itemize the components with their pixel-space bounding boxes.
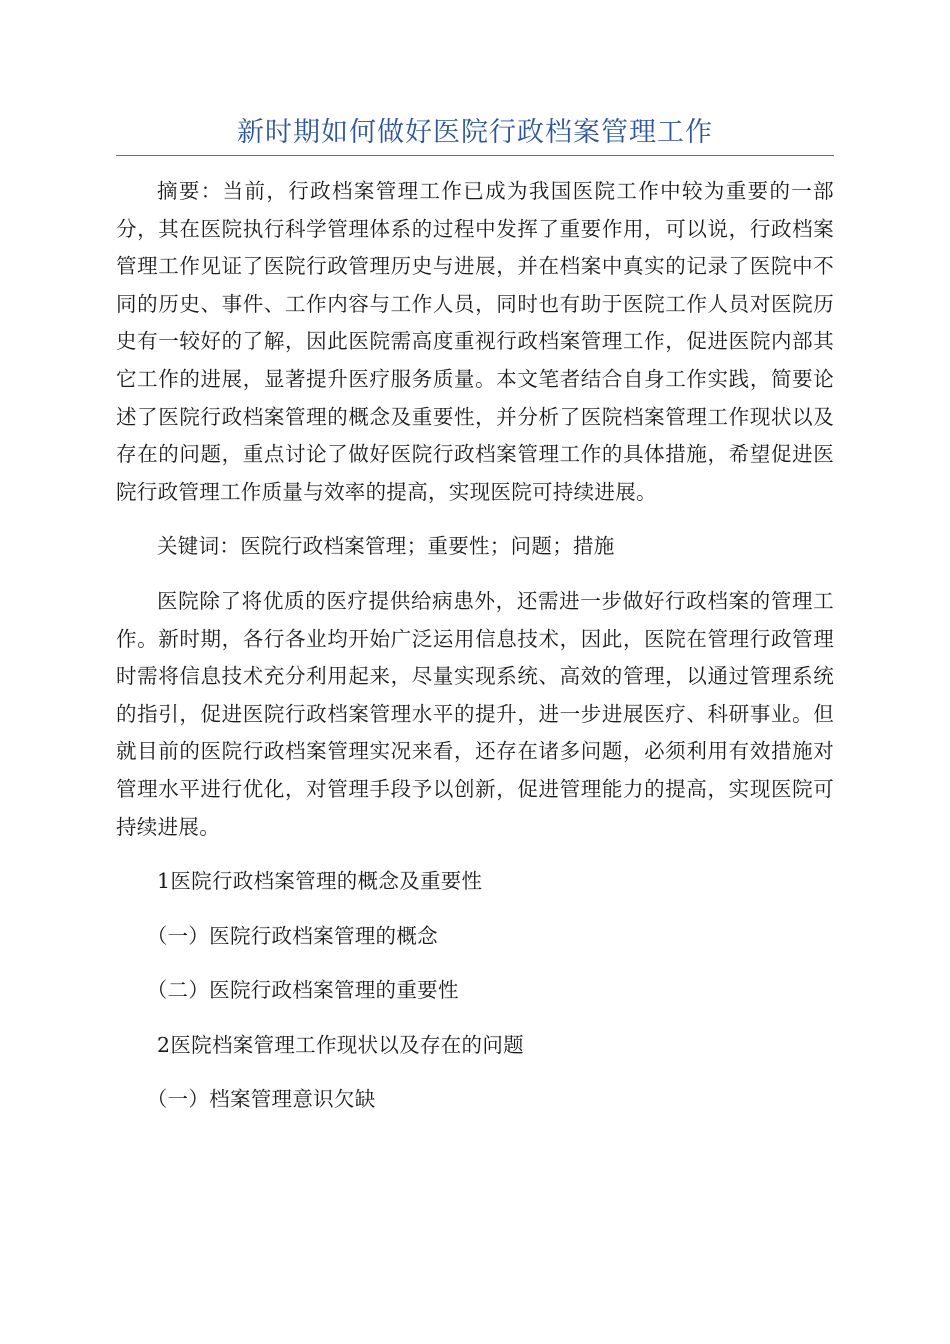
keywords-line: 关键词：医院行政档案管理；重要性；问题；措施 [157, 534, 615, 559]
intro-paragraph: 医院除了将优质的医疗提供给病患外，还需进一步做好行政档案的管理工作。新时期，各行各业均开始广泛运用信息技术，因此，医院在管理行政管理时需将信息技术充分利用起来，尽量实现系统、高效的管理，以通过管理系统的指引，促进医院行政档案管理水平的提升，进一步进展医疗、科研事业。但就目前的医院行政档案管理实况来看，还存在诸多问题，必须利用有效措施对管理水平进行优化，对管理手段予以创新，促进管理能力的提高，实现医院可持续进展。 [116, 588, 834, 839]
section-heading-2: 2医院档案管理工作现状以及存在的问题 [157, 1032, 524, 1057]
title-underline [116, 155, 834, 156]
subsection-heading-1-1: （一）医院行政档案管理的概念 [146, 923, 438, 948]
abstract-paragraph: 摘要：当前，行政档案管理工作已成为我国医院工作中较为重要的一部分，其在医院执行科学管理体系的过程中发挥了重要作用，可以说，行政档案管理工作见证了医院行政管理历史与进展，并在档案中真实的记录了医院中不同的历史、事件、工作内容与工作人员，同时也有助于医院工作人员对医院历史有一较好的了解，因此医院需高度重视行政档案管理工作，促进医院内部其它工作的进展，显著提升医疗服务质量。本文笔者结合自身工作实践，简要论述了医院行政档案管理的概念及重要性，并分析了医院档案管理工作现状以及存在的问题，重点讨论了做好医院行政档案管理工作的具体措施，希望促进医院行政管理工作质量与效率的提高，实现医院可持续进展。 [116, 179, 834, 504]
section-heading-1: 1医院行政档案管理的概念及重要性 [157, 869, 483, 894]
document-body [116, 173, 834, 1136]
subsection-heading-2-1: （一）档案管理意识欠缺 [146, 1087, 376, 1112]
subsection-heading-1-2: （二）医院行政档案管理的重要性 [146, 978, 459, 1003]
document-title: 新时期如何做好医院行政档案管理工作 [237, 117, 713, 148]
